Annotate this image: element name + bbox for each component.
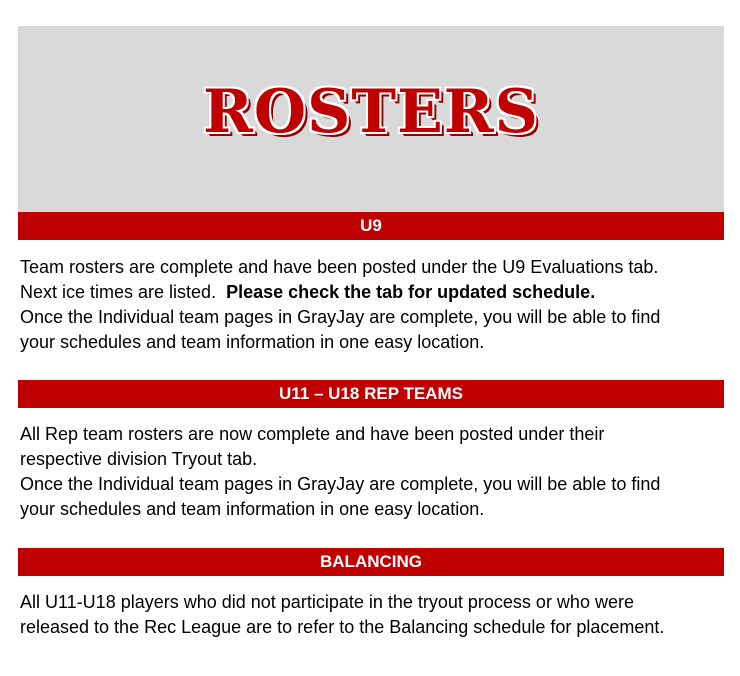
body-line: All U11-U18 players who did not participate in the tryout process or who were [20,592,634,612]
body-line: your schedules and team information in one easy location. [20,332,485,352]
section-heading-rep-teams: U11 – U18 REP TEAMS [18,380,724,408]
section-heading-balancing: BALANCING [18,548,724,576]
body-line [20,280,720,305]
body-line: Team rosters are complete and have been posted under the U9 Evaluations tab. [20,257,659,277]
body-line: All Rep team rosters are now complete and have been posted under their [20,424,605,444]
body-line: your schedules and team information in one easy location. [20,499,485,519]
body-line: released to the Rec League are to refer to the Balancing schedule for placement. [20,617,665,637]
roster-banner [18,26,724,212]
section-body-u9 [20,255,720,355]
section-heading-u9: U9 [18,212,724,240]
banner-title: ROSTERS [202,77,540,147]
schedule-notice: Please check the tab for updated schedule. [226,282,596,302]
body-line: respective division Tryout tab. [20,449,258,469]
body-line-text: Next ice times are listed. [20,282,227,302]
section-body-rep-teams [20,422,720,522]
section-body-balancing [20,590,720,640]
body-line: Once the Individual team pages in GrayJay are complete, you will be able to find [20,474,661,494]
body-line: Once the Individual team pages in GrayJay are complete, you will be able to find [20,307,661,327]
